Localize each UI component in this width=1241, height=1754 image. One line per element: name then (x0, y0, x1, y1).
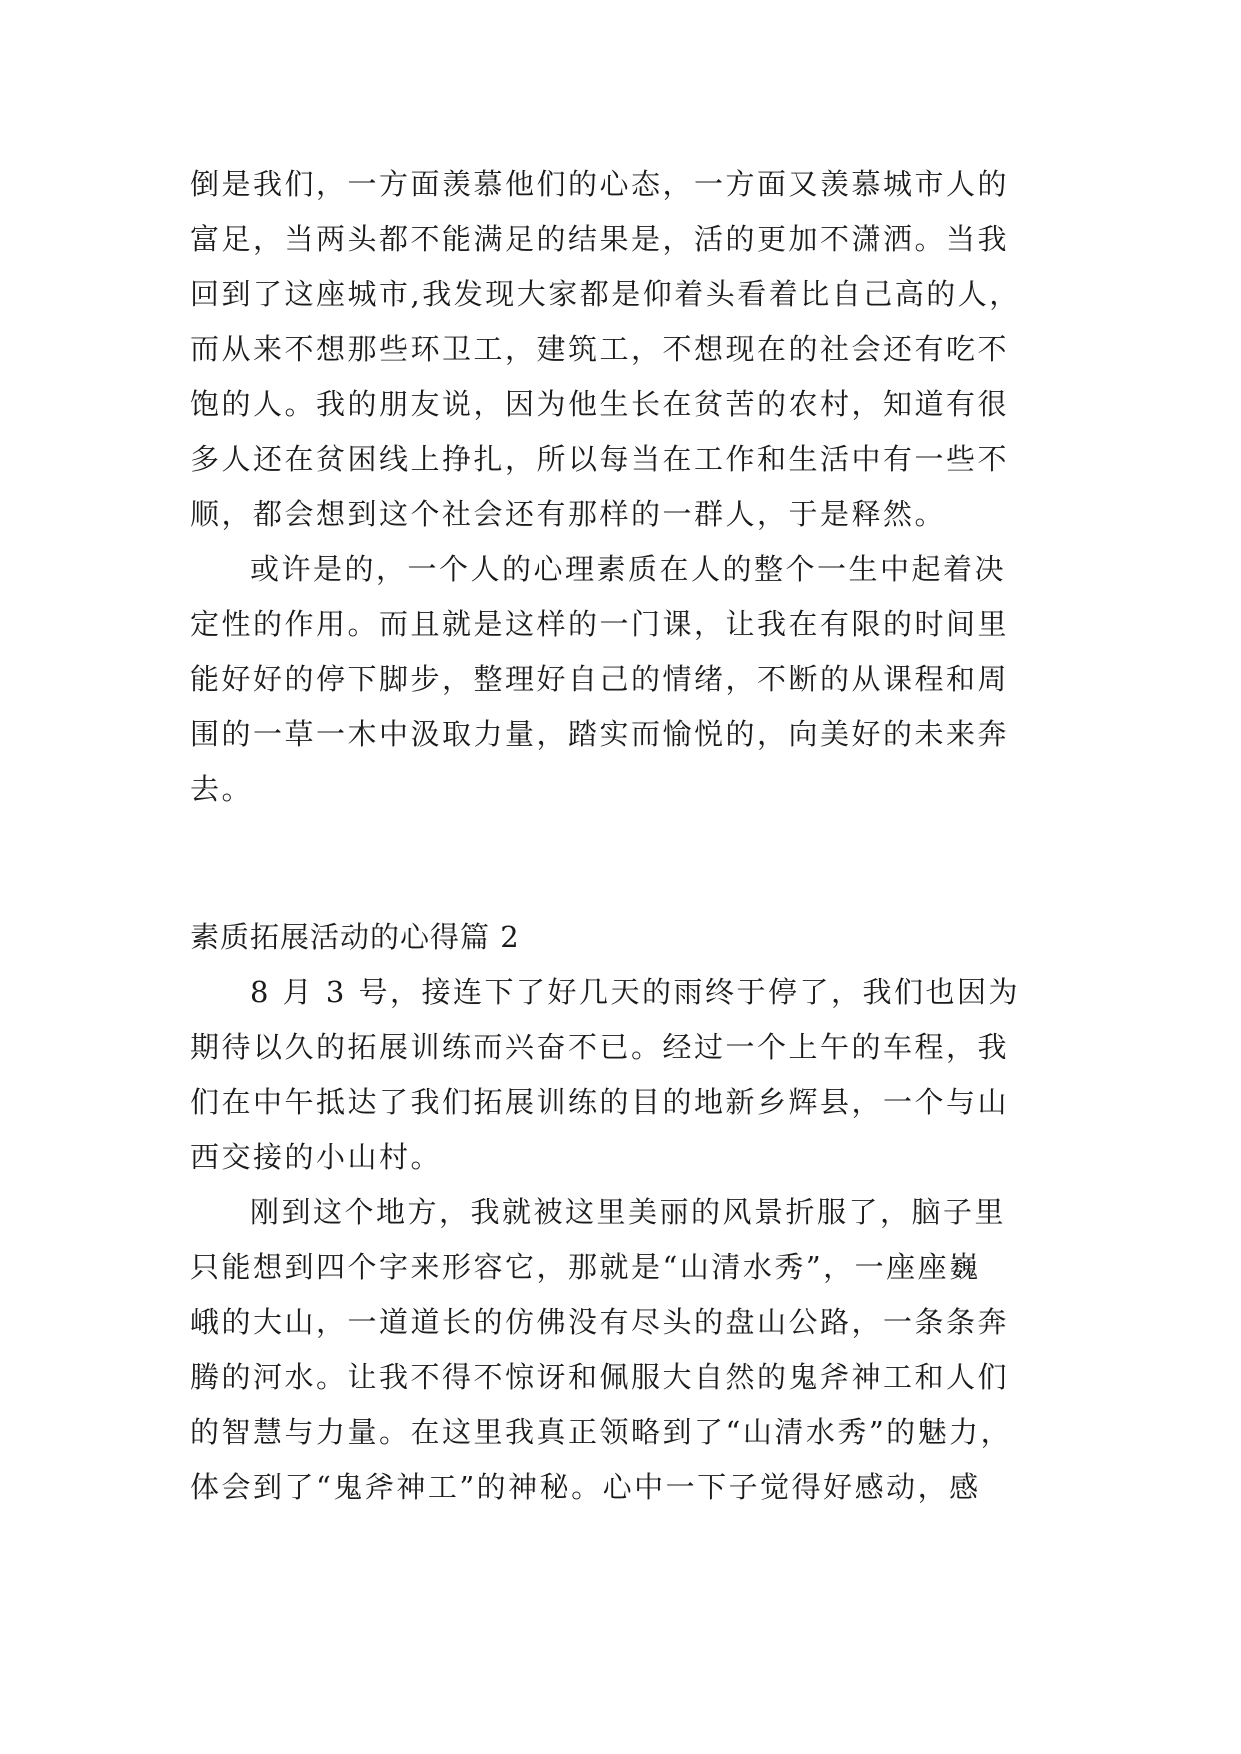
paragraph-2 (190, 542, 1050, 817)
paragraph-line: 西交接的小山村。 (190, 1140, 443, 1174)
paragraph-4 (190, 1185, 1050, 1515)
paragraph-3 (190, 965, 1050, 1185)
paragraph-line: 们在中午抵达了我们拓展训练的目的地新乡辉县，一个与山 (190, 1085, 1010, 1119)
paragraph-line: 或许是的，一个人的心理素质在人的整个一生中起着决 (250, 552, 1007, 586)
paragraph-line: 围的一草一木中汲取力量，踏实而愉悦的，向美好的未来奔 (190, 717, 1010, 751)
paragraph-line: 定性的作用。而且就是这样的一门课，让我在有限的时间里 (190, 607, 1010, 641)
paragraph-line: 多人还在贫困线上挣扎，所以每当在工作和生活中有一些不 (190, 442, 1010, 476)
section-heading: 素质拓展活动的心得篇 2 (190, 920, 520, 954)
paragraph-line: 腾的河水。让我不得不惊讶和佩服大自然的鬼斧神工和人们 (190, 1360, 1010, 1394)
paragraph-line: 期待以久的拓展训练而兴奋不已。经过一个上午的车程，我 (190, 1030, 1010, 1064)
paragraph-line: 8 月 3 号，接连下了好几天的雨终于停了，我们也因为 (250, 975, 1021, 1009)
paragraph-line: 饱的人。我的朋友说，因为他生长在贫苦的农村，知道有很 (190, 387, 1010, 421)
paragraph-line: 刚到这个地方，我就被这里美丽的风景折服了，脑子里 (250, 1195, 1007, 1229)
paragraph-line: 而从来不想那些环卫工，建筑工，不想现在的社会还有吃不 (190, 332, 1010, 366)
paragraph-line: 回到了这座城市,我发现大家都是仰着头看着比自己高的人， (190, 277, 1021, 311)
paragraph-line: 的智慧与力量。在这里我真正领略到了“山清水秀”的魅力， (190, 1415, 1013, 1449)
paragraph-line: 体会到了“鬼斧神工”的神秘。心中一下子觉得好感动，感 (190, 1470, 981, 1504)
paragraph-1 (190, 157, 1050, 542)
section-heading-block (190, 910, 1050, 965)
paragraph-line: 去。 (190, 772, 254, 806)
paragraph-line: 峨的大山，一道道长的仿佛没有尽头的盘山公路，一条条奔 (190, 1305, 1010, 1339)
paragraph-line: 顺，都会想到这个社会还有那样的一群人，于是释然。 (190, 497, 947, 531)
paragraph-line: 富足，当两头都不能满足的结果是，活的更加不潇洒。当我 (190, 222, 1010, 256)
paragraph-line: 只能想到四个字来形容它，那就是“山清水秀”，一座座巍 (190, 1250, 981, 1284)
paragraph-line: 倒是我们，一方面羡慕他们的心态，一方面又羡慕城市人的 (190, 167, 1010, 201)
paragraph-line: 能好好的停下脚步，整理好自己的情绪，不断的从课程和周 (190, 662, 1010, 696)
